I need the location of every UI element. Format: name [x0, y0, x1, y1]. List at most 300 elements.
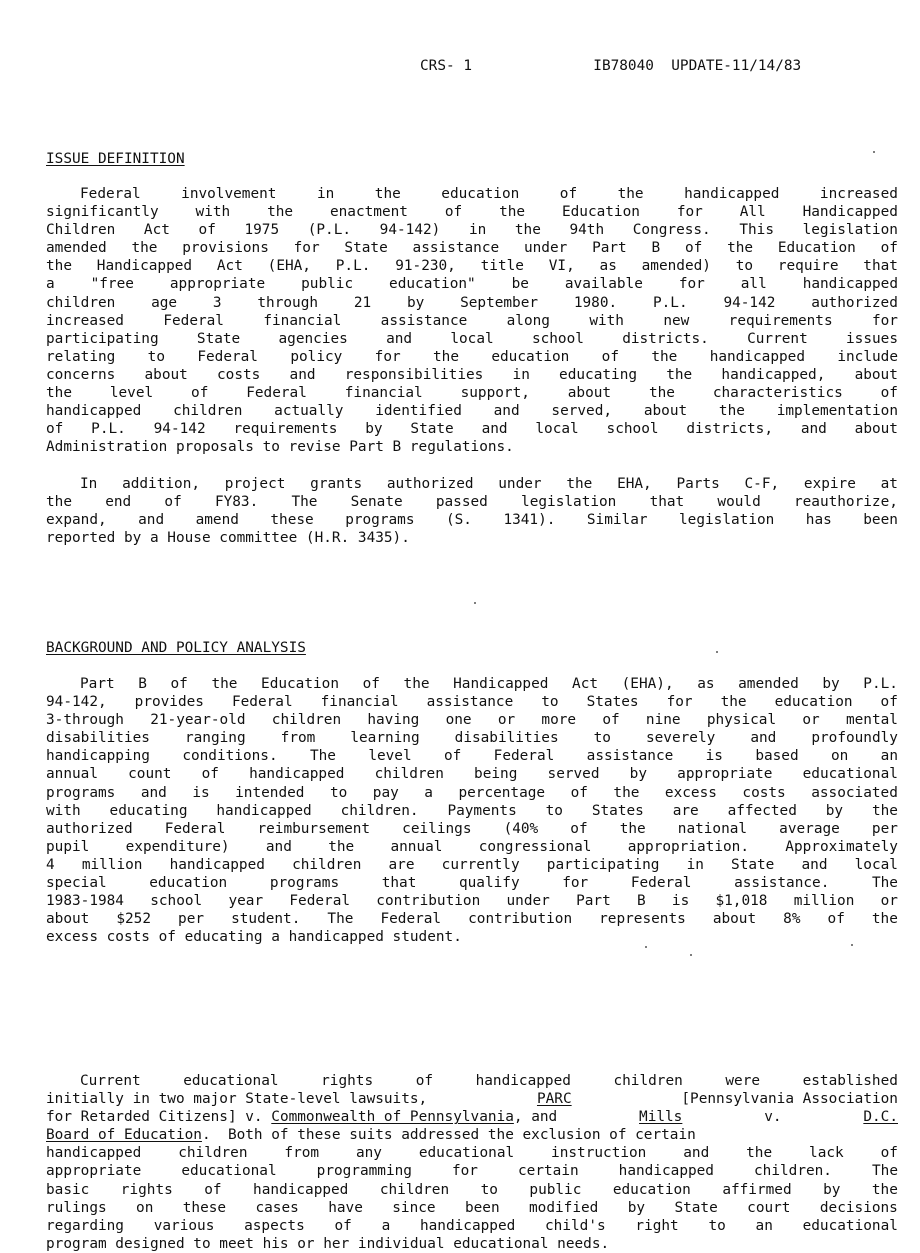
- word: per: [871, 820, 898, 837]
- word: educational: [418, 1145, 515, 1162]
- word: learning: [350, 730, 420, 747]
- word: severely: [645, 730, 716, 747]
- word: modified: [529, 1199, 599, 1216]
- word: handicapped: [249, 766, 345, 783]
- text-fragment: for Retarded Citizens] v.: [46, 1109, 263, 1126]
- word: 94-142,: [46, 694, 107, 711]
- word: or: [802, 712, 820, 729]
- word: mental: [845, 712, 898, 729]
- case-name-mills: Mills: [639, 1109, 683, 1126]
- word: count: [128, 766, 172, 783]
- word: under: [498, 476, 542, 492]
- word: on: [136, 1199, 154, 1216]
- word: to: [545, 802, 563, 819]
- word: annual: [390, 838, 443, 855]
- scan-speck: [873, 151, 875, 153]
- word: or: [880, 893, 898, 910]
- word: qualify: [458, 875, 520, 892]
- word: excess costs of educating a handicapped student.: [46, 929, 462, 946]
- word: served: [547, 766, 600, 783]
- word: contribution: [376, 893, 481, 910]
- word: September: [460, 294, 539, 311]
- word: the: [727, 240, 754, 257]
- word: include: [837, 348, 898, 365]
- word: the: [499, 204, 526, 221]
- word: that: [381, 875, 417, 892]
- word: amended): [641, 258, 711, 275]
- word: Part: [576, 893, 611, 910]
- word: programs: [345, 512, 415, 529]
- text-line: [46, 348, 898, 366]
- text-line: [46, 802, 898, 820]
- word: by: [627, 1199, 646, 1216]
- word: an: [880, 748, 898, 765]
- word: or: [497, 712, 516, 729]
- text-span: v.: [764, 1109, 782, 1126]
- word: the: [617, 186, 644, 202]
- word: to: [541, 694, 559, 711]
- word: level: [109, 385, 154, 402]
- word: certain: [518, 1163, 579, 1180]
- word: by: [406, 294, 425, 311]
- word: the: [328, 838, 355, 855]
- text-line: [46, 1181, 898, 1199]
- word: children: [374, 766, 444, 783]
- background-paragraph-2: [46, 1072, 898, 1253]
- text-line: [46, 529, 898, 547]
- word: by: [629, 766, 647, 783]
- text-line: [46, 511, 898, 529]
- word: to: [480, 1181, 498, 1198]
- word: and: [386, 330, 413, 347]
- word: issues: [846, 330, 898, 347]
- case-name-dc: D.C.: [863, 1109, 898, 1126]
- word: Current: [80, 1073, 141, 1089]
- word: children: [292, 856, 362, 873]
- scan-speck: [474, 602, 476, 604]
- word: children: [178, 1145, 248, 1162]
- word: educating: [559, 366, 638, 383]
- word: about: [567, 385, 612, 402]
- word: authorized: [811, 294, 898, 311]
- word: of: [601, 348, 619, 365]
- word: provides: [134, 694, 204, 711]
- text-line: [46, 239, 898, 257]
- text-line: [46, 1217, 898, 1235]
- word: the: [267, 204, 294, 221]
- word: States: [586, 694, 639, 711]
- word: Payments: [447, 802, 517, 819]
- word: being: [474, 766, 518, 783]
- word: and: [683, 1145, 710, 1162]
- word: handicapped: [169, 856, 265, 873]
- text-line: [46, 275, 898, 293]
- word: for: [676, 204, 703, 221]
- word: school: [531, 330, 584, 347]
- word: identified: [375, 403, 462, 420]
- word: of: [191, 385, 209, 402]
- text-line: [46, 294, 898, 312]
- word: Act: [572, 676, 599, 692]
- word: expire: [803, 476, 856, 492]
- word: national: [677, 820, 748, 837]
- word: of: [880, 1145, 898, 1162]
- word: and: [750, 730, 777, 747]
- word: the: [566, 476, 593, 492]
- word: by: [365, 421, 383, 438]
- word: programs: [46, 784, 116, 801]
- word: affirmed: [722, 1181, 792, 1198]
- text-line: [46, 493, 898, 511]
- word: handicapping: [46, 748, 150, 765]
- word: enactment: [329, 204, 408, 221]
- word: with: [46, 802, 81, 819]
- word: in: [686, 856, 704, 873]
- word: (40%: [503, 820, 539, 837]
- text-line: [46, 693, 898, 711]
- text-line: [46, 1126, 898, 1144]
- text-line: [46, 856, 898, 874]
- word: requirements: [233, 421, 338, 438]
- word: disabilities: [454, 730, 559, 747]
- word: of: [201, 766, 219, 783]
- word: the: [46, 258, 72, 275]
- word: 94th: [569, 222, 605, 239]
- text-line: [46, 747, 898, 765]
- word: million: [81, 856, 143, 873]
- word: (EHA),: [621, 676, 674, 692]
- word: The: [871, 875, 898, 892]
- word: and: [289, 366, 316, 383]
- text-line: [46, 729, 898, 747]
- text-line: [46, 928, 898, 946]
- word: for: [666, 694, 693, 711]
- word: Parts: [676, 476, 720, 492]
- word: actually: [274, 403, 344, 420]
- word: basic: [46, 1181, 90, 1198]
- word: rights: [120, 1181, 173, 1198]
- word: to: [593, 730, 611, 747]
- word: special: [46, 875, 107, 892]
- word: handicapped: [216, 802, 312, 819]
- word: All: [739, 204, 766, 221]
- word: in: [316, 186, 335, 202]
- word: appropriation.: [627, 838, 749, 855]
- word: with: [195, 204, 231, 221]
- word: is: [671, 893, 690, 910]
- word: handicapped: [46, 1145, 142, 1162]
- text-line: [46, 330, 898, 348]
- word: per: [178, 911, 205, 928]
- word: P.L.: [91, 421, 126, 438]
- word: end: [105, 494, 132, 511]
- word: available: [564, 276, 643, 293]
- word: children: [46, 294, 116, 311]
- word: the: [403, 676, 430, 692]
- document-id-update: IB78040 UPDATE-11/14/83: [593, 58, 802, 74]
- word: The: [291, 494, 318, 511]
- word: reimbursement: [257, 820, 371, 837]
- word: and: [140, 784, 167, 801]
- issue-definition-paragraph-2: [46, 475, 898, 547]
- word: intended: [235, 784, 305, 801]
- word: Federal: [289, 893, 351, 910]
- text-line: [46, 1144, 898, 1162]
- word: legislation: [802, 222, 898, 239]
- word: pupil: [46, 838, 90, 855]
- text-span: [46, 1108, 557, 1126]
- word: education: [612, 1181, 691, 1198]
- text-line: [46, 257, 898, 275]
- word: handicapped: [475, 1073, 571, 1089]
- word: for: [562, 875, 589, 892]
- word: along: [506, 312, 550, 329]
- text-line: [46, 1090, 898, 1108]
- word: P.L.: [335, 258, 371, 275]
- word: represents: [599, 911, 686, 928]
- word: financial: [320, 694, 399, 711]
- text-line: [46, 820, 898, 838]
- word: with: [589, 312, 624, 329]
- word: districts,: [686, 421, 773, 438]
- word: the: [871, 911, 898, 928]
- text-line: [46, 784, 898, 802]
- word: Education: [777, 240, 856, 257]
- word: Education: [261, 676, 340, 692]
- text-line: [46, 203, 898, 221]
- word: C-F,: [744, 476, 780, 492]
- word: relating: [46, 348, 116, 365]
- word: education: [491, 348, 570, 365]
- word: the: [648, 385, 675, 402]
- word: of: [334, 1217, 352, 1234]
- word: nine: [645, 712, 681, 729]
- word: Handicapped: [453, 676, 549, 692]
- word: addition,: [122, 476, 201, 492]
- word: year: [228, 893, 264, 910]
- word: increased: [819, 186, 898, 202]
- word: P.L.: [652, 294, 688, 311]
- word: school: [150, 893, 203, 910]
- word: State: [410, 421, 454, 438]
- word: State: [344, 240, 388, 257]
- word: rulings: [46, 1199, 107, 1216]
- word: 91-230,: [395, 258, 456, 275]
- word: an: [755, 1217, 773, 1234]
- text-line: [46, 675, 898, 693]
- word: public: [301, 276, 354, 293]
- word: support,: [460, 385, 530, 402]
- word: handicapped: [618, 1163, 714, 1180]
- word: characteristics: [712, 385, 843, 402]
- word: of: [198, 222, 216, 239]
- word: grants: [310, 476, 363, 492]
- word: would: [717, 494, 761, 511]
- word: Act: [143, 222, 170, 239]
- word: programs: [269, 875, 340, 892]
- text-line: [46, 312, 898, 330]
- word: for: [871, 312, 898, 329]
- word: under: [506, 893, 550, 910]
- word: 21-year-old: [150, 712, 246, 729]
- word: of: [46, 421, 64, 438]
- word: State: [196, 330, 241, 347]
- word: contribution: [468, 911, 573, 928]
- word: established: [802, 1073, 898, 1089]
- word: "free: [90, 276, 134, 293]
- word: of: [880, 694, 898, 711]
- word: has: [805, 512, 832, 529]
- word: Children: [46, 222, 116, 239]
- word: policy: [290, 348, 343, 365]
- word: excess: [664, 784, 717, 801]
- word: programming: [316, 1163, 412, 1180]
- word: new: [663, 312, 690, 329]
- word: reported by a House committee (H.R. 3435).: [46, 530, 410, 547]
- word: are: [672, 802, 699, 819]
- word: implementation: [776, 403, 898, 420]
- word: by: [823, 1181, 841, 1198]
- word: children.: [754, 1163, 832, 1180]
- word: costs: [742, 784, 786, 801]
- word: expand,: [46, 512, 107, 529]
- word: and: [800, 421, 827, 438]
- word: for: [451, 1163, 478, 1180]
- word: children: [271, 712, 342, 729]
- word: assistance: [412, 240, 500, 257]
- word: on: [830, 748, 849, 765]
- word: were: [725, 1073, 761, 1089]
- word: handicapped,: [721, 366, 826, 383]
- word: the: [871, 802, 898, 819]
- text-line: [46, 1199, 898, 1217]
- word: require: [777, 258, 839, 275]
- word: assistance: [586, 748, 674, 765]
- word: for: [293, 240, 320, 257]
- word: Administration proposals to revise Part B regulations.: [46, 439, 514, 456]
- word: based: [755, 748, 799, 765]
- word: 1980.: [573, 294, 618, 311]
- word: Act: [216, 258, 243, 275]
- word: P.L.: [863, 676, 898, 692]
- word: to: [708, 1217, 726, 1234]
- word: the: [211, 676, 238, 692]
- word: local: [854, 856, 898, 873]
- issue-definition-paragraph-1: [46, 185, 898, 456]
- word: increased: [46, 312, 124, 329]
- word: children: [613, 1073, 683, 1089]
- word: percentage: [458, 784, 546, 801]
- word: and: [265, 838, 292, 855]
- word: 21: [353, 294, 372, 311]
- word: costs: [217, 366, 261, 383]
- text-line: [46, 910, 898, 928]
- word: The: [309, 748, 336, 765]
- word: participating: [546, 856, 660, 873]
- word: local: [450, 330, 494, 347]
- word: physical: [706, 712, 777, 729]
- word: program designed to meet his or her individual educational needs.: [46, 1235, 610, 1252]
- word: to: [329, 784, 348, 801]
- word: educational: [181, 1163, 277, 1180]
- word: 4: [46, 856, 55, 873]
- word: since: [392, 1199, 436, 1216]
- word: are: [388, 856, 415, 873]
- word: Handicapped: [96, 258, 193, 275]
- word: from: [280, 730, 316, 747]
- word: the: [718, 403, 745, 420]
- word: currently: [441, 856, 520, 873]
- word: handicapped: [709, 348, 805, 365]
- word: B: [651, 240, 661, 257]
- text-line: [46, 765, 898, 783]
- text-span: . Both of these suits addressed the exclusion of certain: [201, 1127, 696, 1144]
- background-paragraph-1: [46, 675, 898, 946]
- scan-speck: [690, 954, 692, 956]
- word: education: [441, 186, 520, 202]
- word: passed: [435, 494, 488, 511]
- word: the: [871, 1181, 898, 1198]
- word: Federal: [380, 911, 442, 928]
- word: Senate: [350, 494, 403, 511]
- word: Approximately: [785, 838, 898, 855]
- word: affected: [727, 802, 797, 819]
- word: from: [284, 1145, 320, 1162]
- word: annual: [46, 766, 98, 783]
- word: educational: [183, 1073, 279, 1089]
- word: Similar: [586, 512, 648, 529]
- word: child's: [545, 1217, 606, 1234]
- word: (P.L.: [307, 222, 352, 239]
- word: education: [149, 875, 228, 892]
- word: by: [825, 802, 844, 819]
- word: of: [164, 494, 182, 511]
- word: 1975: [244, 222, 280, 239]
- word: of: [362, 676, 380, 692]
- word: Part: [80, 676, 115, 692]
- word: the: [433, 348, 459, 365]
- word: State: [674, 1199, 718, 1216]
- word: amended: [46, 240, 107, 257]
- word: 94-142: [153, 421, 206, 438]
- word: children.: [340, 802, 419, 819]
- page-number: CRS- 1: [420, 58, 472, 74]
- word: significantly: [46, 204, 159, 221]
- word: been: [863, 512, 898, 529]
- word: education: [774, 694, 853, 711]
- word: concerns: [46, 366, 116, 383]
- word: the: [613, 784, 640, 801]
- word: average: [779, 820, 840, 837]
- word: is: [705, 748, 723, 765]
- case-name-parc: PARC: [536, 1091, 572, 1108]
- word: amend: [195, 512, 239, 529]
- word: ceilings: [402, 820, 472, 837]
- word: handicapped: [684, 186, 780, 202]
- word: legislation: [679, 512, 775, 529]
- text-span: initially in two major State-level lawsuits,: [46, 1091, 428, 1108]
- word: Federal: [493, 748, 555, 765]
- word: million: [793, 893, 855, 910]
- word: congressional: [478, 838, 592, 855]
- word: of: [559, 186, 578, 202]
- word: Federal: [164, 820, 226, 837]
- word: States: [591, 802, 644, 819]
- word: been: [464, 1199, 500, 1216]
- word: handicapped: [46, 403, 142, 420]
- word: about: [144, 366, 188, 383]
- word: title: [480, 258, 524, 275]
